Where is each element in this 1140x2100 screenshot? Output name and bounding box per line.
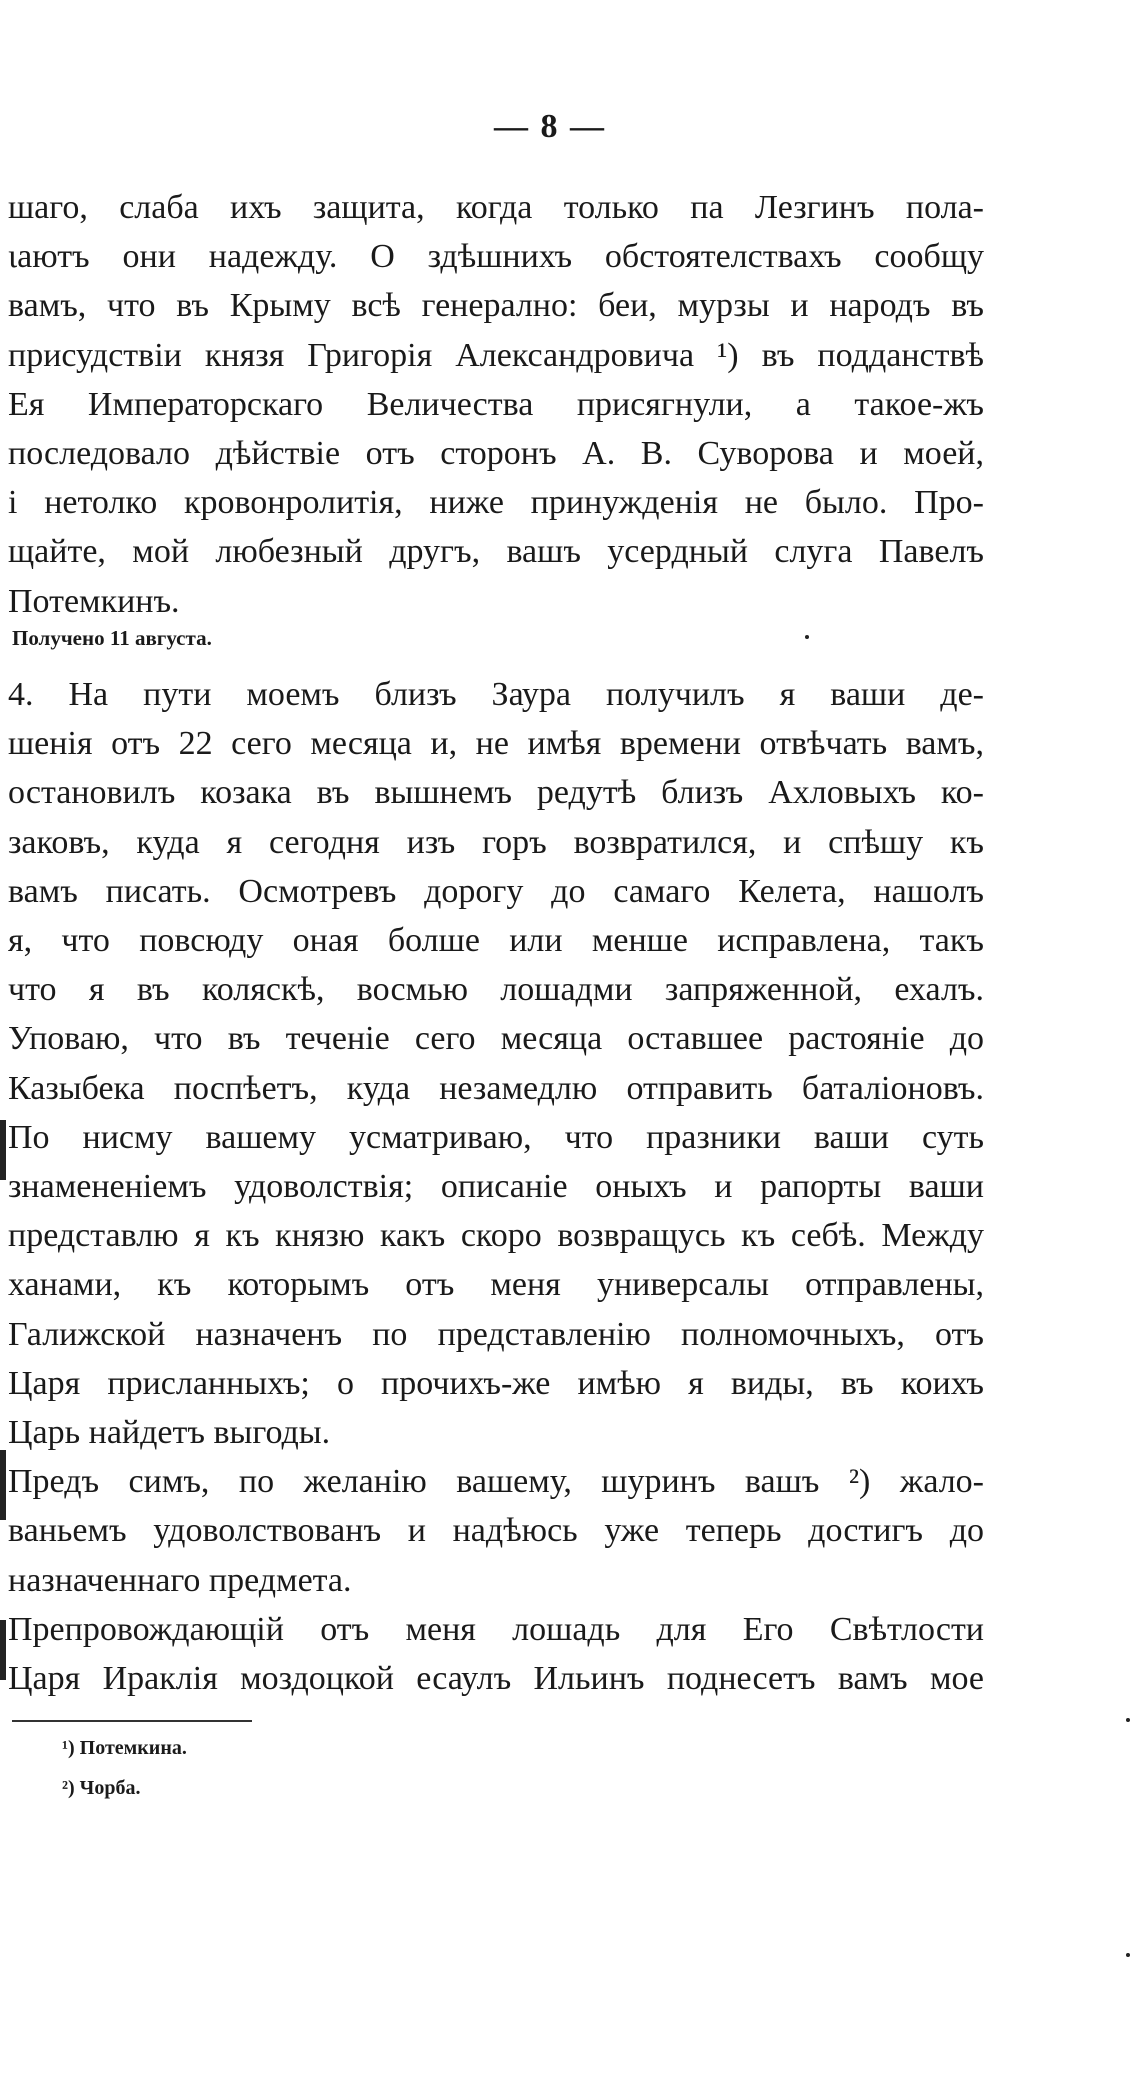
text-line: Царь найдетъ выгоды.	[8, 1414, 331, 1452]
footnote-divider	[12, 1720, 252, 1722]
text-line: щайте, мой любезный другъ, вашъ усердный слуга Павелъ	[8, 533, 984, 571]
text-line: Предъ симъ, по желанію вашему, шуринъ вашъ ²) жало-	[8, 1463, 984, 1501]
scan-speck	[1126, 1718, 1130, 1722]
text-line: ханами, къ которымъ отъ меня универсалы отправлены,	[8, 1266, 984, 1304]
page-number: — 8 —	[494, 108, 606, 145]
received-note: Получено 11 августа.	[12, 626, 212, 650]
text-line: ваньемъ удоволствованъ и надѣюсь уже теперь достигъ до	[8, 1512, 984, 1550]
text-line: Царя присланныхъ; о прочихъ-же имѣю я виды, въ коихъ	[8, 1364, 984, 1402]
text-line: Ея Императорскаго Величества присягнули, а такое-жъ	[8, 385, 984, 423]
scan-gutter-mark	[0, 1450, 6, 1520]
text-line: последовало дѣйствіе отъ сторонъ А. В. Суворова и моей,	[8, 435, 984, 473]
text-line: остановилъ козака въ вышнемъ редутѣ близъ Ахловыхъ ко-	[8, 774, 984, 812]
text-line: По нисму вашему усматриваю, что празники ваши суть	[8, 1118, 984, 1156]
text-line: Препровождающій отъ меня лошадь для Его Свѣтлости	[8, 1610, 984, 1648]
text-line: 4. На пути моемъ близъ Заура получилъ я ваши де-	[8, 676, 984, 713]
text-line: я, что повсюду оная болше или менше исправлена, такъ	[8, 922, 984, 960]
text-line: Галижской назначенъ по представленію полномочныхъ, отъ	[8, 1315, 984, 1353]
scan-speck	[805, 635, 809, 639]
footnote-1: ¹) Потемкина.	[62, 1737, 187, 1759]
text-line: знамененіемъ удоволствія; описаніе оныхъ и рапорты ваши	[8, 1168, 984, 1206]
scan-gutter-mark	[0, 1620, 6, 1680]
text-line: Потемкинъ.	[8, 582, 180, 620]
text-line: шенія отъ 22 сего месяца и, не имѣя времени отвѣчать вамъ,	[8, 725, 984, 763]
text-line: Уповаю, что въ теченіе сего месяца оставшее растояніе до	[8, 1020, 984, 1058]
paragraph-letter-4	[8, 670, 984, 1703]
footnote-2: ²) Чорба.	[62, 1777, 141, 1799]
scan-gutter-mark	[0, 1120, 6, 1180]
text-line: заковъ, куда я сегодня изъ горъ возвратился, и спѣшу къ	[8, 823, 984, 861]
text-line: назначеннаго предмета.	[8, 1561, 352, 1599]
scan-speck	[1126, 1953, 1130, 1957]
text-line: Царя Ираклія моздоцкой есаулъ Ильинъ поднесетъ вамъ мое	[8, 1660, 984, 1698]
text-line: ιаютъ они надежду. О здѣшнихъ обстоятелствахъ сообщу	[8, 238, 984, 276]
text-line: шаго, слаба ихъ защита, когда только па Лезгинъ пола-	[8, 189, 984, 226]
text-line: і нетолко кровонролитія, ниже принужденія не было. Про-	[8, 484, 984, 522]
text-line: представлю я къ князю какъ скоро возвращусь къ себѣ. Между	[8, 1217, 984, 1255]
text-line: присудствіи князя Григорія Александровича ¹) въ подданствѣ	[8, 336, 984, 374]
text-line: Казыбека поспѣетъ, куда незамедлю отправить баталіоновъ.	[8, 1069, 984, 1107]
text-line: вамъ, что въ Крыму всѣ генерално: беи, мурзы и народъ въ	[8, 287, 984, 325]
text-line: что я въ коляскѣ, восмью лошадми запряженной, ехалъ.	[8, 971, 984, 1009]
paragraph-letter-3-ending	[8, 183, 984, 626]
text-line: вамъ писать. Осмотревъ дорогу до самаго Келета, нашолъ	[8, 872, 984, 910]
footnotes	[62, 1728, 187, 1808]
